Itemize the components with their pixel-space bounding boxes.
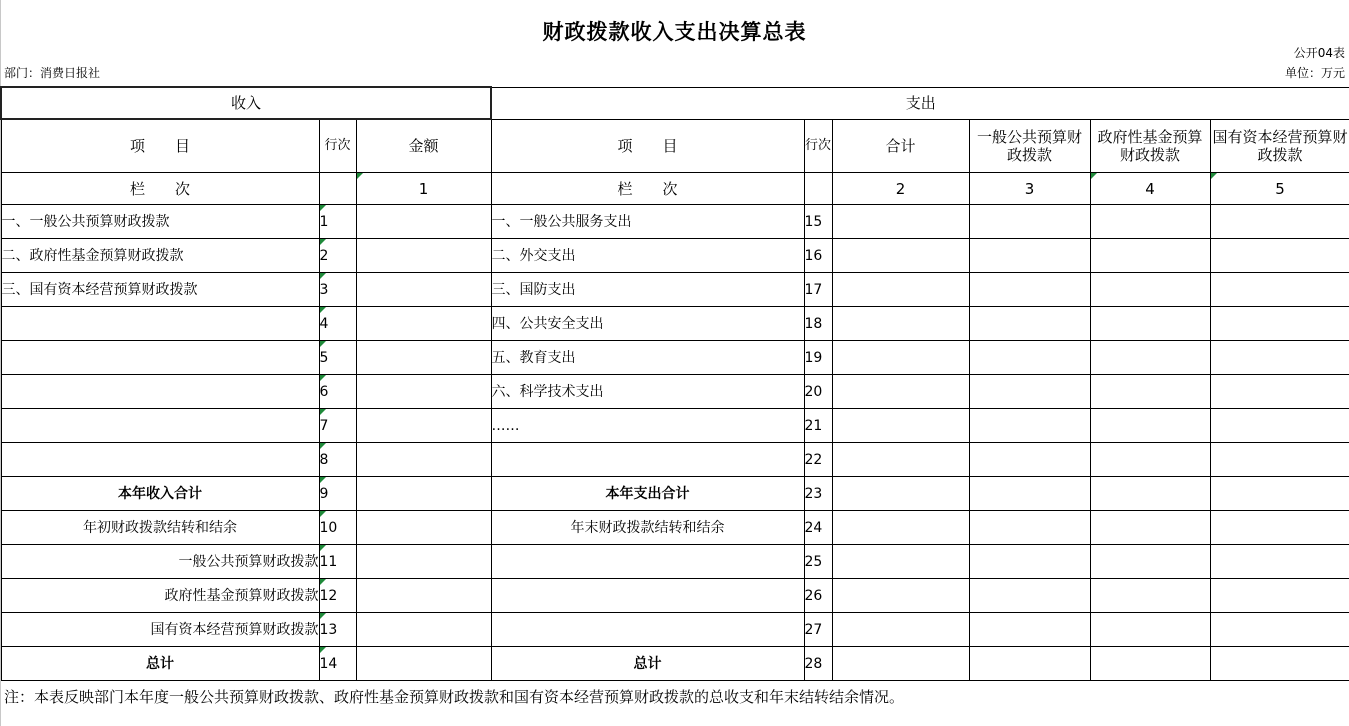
expense-item-cell[interactable]: [491, 613, 804, 647]
income-amount-cell[interactable]: [356, 239, 491, 273]
expense-fund-cell[interactable]: [1090, 511, 1210, 545]
income-line-header[interactable]: 行次: [319, 119, 356, 173]
income-item-cell[interactable]: [1, 341, 319, 375]
income-item-header[interactable]: 项 目: [1, 119, 319, 173]
expense-general-cell[interactable]: [969, 579, 1090, 613]
expense-line-cell[interactable]: 28: [804, 647, 832, 681]
income-amount-cell[interactable]: [356, 579, 491, 613]
income-section-header[interactable]: 收入: [1, 87, 491, 119]
expense-line-cell[interactable]: 22: [804, 443, 832, 477]
income-amount-cell[interactable]: [356, 409, 491, 443]
expense-state-cell[interactable]: [1210, 443, 1349, 477]
expense-item-header[interactable]: 项 目: [491, 119, 804, 173]
expense-general-cell[interactable]: [969, 307, 1090, 341]
income-item-cell[interactable]: 总计: [1, 647, 319, 681]
expense-lanci-line[interactable]: [804, 173, 832, 205]
column-number-row: [1, 173, 1349, 205]
income-amount-cell[interactable]: [356, 545, 491, 579]
expense-item-cell[interactable]: [491, 579, 804, 613]
expense-line-cell[interactable]: 20: [804, 375, 832, 409]
income-item-cell[interactable]: 二、政府性基金预算财政拨款: [1, 239, 319, 273]
income-amount-cell[interactable]: [356, 273, 491, 307]
income-line-cell[interactable]: 10: [319, 511, 356, 545]
form-code: 公开04表: [1293, 46, 1345, 60]
income-line-cell[interactable]: 7: [319, 409, 356, 443]
income-line-cell[interactable]: 6: [319, 375, 356, 409]
income-lanci-line[interactable]: [319, 173, 356, 205]
expense-general-cell[interactable]: [969, 477, 1090, 511]
expense-section-header[interactable]: 支出: [491, 87, 1349, 119]
income-amount-cell[interactable]: [356, 613, 491, 647]
expense-state-cell[interactable]: [1210, 341, 1349, 375]
income-amount-cell[interactable]: [356, 647, 491, 681]
expense-state-cell[interactable]: [1210, 477, 1349, 511]
income-line-cell[interactable]: 5: [319, 341, 356, 375]
table-row: [1, 579, 1349, 613]
income-item-cell[interactable]: 一、一般公共预算财政拨款: [1, 205, 319, 239]
column-header-row: [1, 119, 1349, 173]
income-line-cell[interactable]: 11: [319, 545, 356, 579]
expense-total-cell[interactable]: [832, 545, 969, 579]
expense-total-col-no[interactable]: 2: [832, 173, 969, 205]
income-line-cell[interactable]: 1: [319, 205, 356, 239]
expense-item-cell[interactable]: [491, 443, 804, 477]
expense-line-cell[interactable]: 26: [804, 579, 832, 613]
income-line-cell[interactable]: 2: [319, 239, 356, 273]
expense-item-cell[interactable]: 总计: [491, 647, 804, 681]
income-amount-cell[interactable]: [356, 307, 491, 341]
table-row: [1, 239, 1349, 273]
expense-state-cell[interactable]: [1210, 205, 1349, 239]
report-title: 财政拨款收入支出决算总表: [542, 20, 807, 44]
expense-fund-cell[interactable]: [1090, 307, 1210, 341]
table-row: [1, 341, 1349, 375]
expense-state-cell[interactable]: [1210, 273, 1349, 307]
expense-total-cell[interactable]: [832, 647, 969, 681]
expense-fund-cell[interactable]: [1090, 443, 1210, 477]
income-line-cell[interactable]: 14: [319, 647, 356, 681]
expense-state-cell[interactable]: [1210, 579, 1349, 613]
income-amount-cell[interactable]: [356, 341, 491, 375]
expense-total-cell[interactable]: [832, 477, 969, 511]
expense-item-cell[interactable]: 本年支出合计: [491, 477, 804, 511]
section-header-row: [1, 87, 1349, 119]
income-item-cell[interactable]: [1, 375, 319, 409]
expense-state-cell[interactable]: [1210, 409, 1349, 443]
income-lanci-label[interactable]: 栏 次: [1, 173, 319, 205]
expense-general-cell[interactable]: [969, 239, 1090, 273]
expense-fund-cell[interactable]: [1090, 477, 1210, 511]
expense-item-cell[interactable]: 年末财政拨款结转和结余: [491, 511, 804, 545]
table-row: [1, 409, 1349, 443]
expense-line-cell[interactable]: 15: [804, 205, 832, 239]
income-amount-cell[interactable]: [356, 477, 491, 511]
expense-line-cell[interactable]: 19: [804, 341, 832, 375]
income-item-cell[interactable]: 本年收入合计: [1, 477, 319, 511]
income-item-cell[interactable]: [1, 409, 319, 443]
expense-total-cell[interactable]: [832, 443, 969, 477]
income-line-cell[interactable]: 3: [319, 273, 356, 307]
expense-fund-cell[interactable]: [1090, 409, 1210, 443]
expense-total-cell[interactable]: [832, 273, 969, 307]
expense-item-cell[interactable]: 五、教育支出: [491, 341, 804, 375]
expense-line-cell[interactable]: 18: [804, 307, 832, 341]
income-line-cell[interactable]: 4: [319, 307, 356, 341]
expense-state-cell[interactable]: [1210, 307, 1349, 341]
expense-line-cell[interactable]: 21: [804, 409, 832, 443]
expense-general-cell[interactable]: [969, 647, 1090, 681]
expense-total-cell[interactable]: [832, 579, 969, 613]
expense-state-cell[interactable]: [1210, 613, 1349, 647]
expense-item-cell[interactable]: ……: [491, 409, 804, 443]
income-amount-cell[interactable]: [356, 443, 491, 477]
expense-line-cell[interactable]: 24: [804, 511, 832, 545]
income-amount-cell[interactable]: [356, 375, 491, 409]
expense-total-cell[interactable]: [832, 375, 969, 409]
expense-item-cell[interactable]: 二、外交支出: [491, 239, 804, 273]
expense-total-header[interactable]: 合计: [832, 119, 969, 173]
income-line-cell[interactable]: 12: [319, 579, 356, 613]
expense-state-cell[interactable]: [1210, 545, 1349, 579]
expense-total-cell[interactable]: [832, 239, 969, 273]
expense-total-cell[interactable]: [832, 409, 969, 443]
expense-fund-cell[interactable]: [1090, 647, 1210, 681]
table-row: [1, 477, 1349, 511]
expense-fund-cell[interactable]: [1090, 545, 1210, 579]
expense-line-cell[interactable]: 23: [804, 477, 832, 511]
expense-total-cell[interactable]: [832, 341, 969, 375]
expense-state-cell[interactable]: [1210, 647, 1349, 681]
expense-lanci-label[interactable]: 栏 次: [491, 173, 804, 205]
table-row: [1, 613, 1349, 647]
expense-general-cell[interactable]: [969, 375, 1090, 409]
income-line-cell[interactable]: 9: [319, 477, 356, 511]
expense-fund-cell[interactable]: [1090, 205, 1210, 239]
appropriation-summary-table: [0, 86, 1349, 681]
income-line-cell[interactable]: 8: [319, 443, 356, 477]
table-row: [1, 307, 1349, 341]
table-row: [1, 205, 1349, 239]
expense-general-cell[interactable]: [969, 511, 1090, 545]
data-rows: [1, 205, 1349, 681]
expense-state-cell[interactable]: [1210, 375, 1349, 409]
expense-fund-cell[interactable]: [1090, 613, 1210, 647]
expense-general-cell[interactable]: [969, 613, 1090, 647]
income-amount-cell[interactable]: [356, 205, 491, 239]
expense-total-cell[interactable]: [832, 205, 969, 239]
expense-fund-header[interactable]: 政府性基金预算财政拨款: [1090, 119, 1210, 173]
expense-fund-cell[interactable]: [1090, 579, 1210, 613]
table-row: [1, 375, 1349, 409]
expense-general-cell[interactable]: [969, 409, 1090, 443]
table-row: [1, 647, 1349, 681]
expense-fund-col-no[interactable]: 4: [1090, 173, 1210, 205]
expense-state-cell[interactable]: [1210, 511, 1349, 545]
expense-item-cell[interactable]: [491, 545, 804, 579]
income-item-cell[interactable]: 三、国有资本经营预算财政拨款: [1, 273, 319, 307]
unit-label: 单位：万元: [1284, 66, 1345, 80]
table-row: [1, 443, 1349, 477]
expense-fund-cell[interactable]: [1090, 273, 1210, 307]
expense-fund-cell[interactable]: [1090, 375, 1210, 409]
expense-item-cell[interactable]: 一、一般公共服务支出: [491, 205, 804, 239]
income-amount-col-no[interactable]: 1: [356, 173, 491, 205]
expense-line-cell[interactable]: 16: [804, 239, 832, 273]
expense-general-col-no[interactable]: 3: [969, 173, 1090, 205]
department-label: 部门：消费日报社: [4, 66, 101, 80]
income-item-cell[interactable]: 国有资本经营预算财政拨款: [1, 613, 319, 647]
expense-state-cell[interactable]: [1210, 239, 1349, 273]
income-item-cell[interactable]: [1, 443, 319, 477]
expense-item-cell[interactable]: 四、公共安全支出: [491, 307, 804, 341]
expense-general-cell[interactable]: [969, 205, 1090, 239]
expense-state-col-no[interactable]: 5: [1210, 173, 1349, 205]
expense-general-header[interactable]: 一般公共预算财政拨款: [969, 119, 1090, 173]
expense-line-cell[interactable]: 17: [804, 273, 832, 307]
table-row: [1, 545, 1349, 579]
income-amount-header[interactable]: 金额: [356, 119, 491, 173]
expense-line-cell[interactable]: 27: [804, 613, 832, 647]
income-amount-cell[interactable]: [356, 511, 491, 545]
expense-item-cell[interactable]: 三、国防支出: [491, 273, 804, 307]
expense-total-cell[interactable]: [832, 511, 969, 545]
expense-general-cell[interactable]: [969, 443, 1090, 477]
income-item-cell[interactable]: [1, 307, 319, 341]
expense-fund-cell[interactable]: [1090, 341, 1210, 375]
table-row: [1, 273, 1349, 307]
income-line-cell[interactable]: 13: [319, 613, 356, 647]
expense-item-cell[interactable]: 六、科学技术支出: [491, 375, 804, 409]
expense-general-cell[interactable]: [969, 545, 1090, 579]
expense-total-cell[interactable]: [832, 307, 969, 341]
expense-total-cell[interactable]: [832, 613, 969, 647]
expense-line-header[interactable]: 行次: [804, 119, 832, 173]
expense-fund-cell[interactable]: [1090, 239, 1210, 273]
income-item-cell[interactable]: 一般公共预算财政拨款: [1, 545, 319, 579]
footnote: 注：本表反映部门本年度一般公共预算财政拨款、政府性基金预算财政拨款和国有资本经营预算财政拨款的总收支和年末结转结余情况。: [4, 688, 905, 706]
income-item-cell[interactable]: 政府性基金预算财政拨款: [1, 579, 319, 613]
expense-general-cell[interactable]: [969, 341, 1090, 375]
expense-general-cell[interactable]: [969, 273, 1090, 307]
expense-state-header[interactable]: 国有资本经营预算财政拨款: [1210, 119, 1349, 173]
expense-line-cell[interactable]: 25: [804, 545, 832, 579]
table-row: [1, 511, 1349, 545]
income-item-cell[interactable]: 年初财政拨款结转和结余: [1, 511, 319, 545]
